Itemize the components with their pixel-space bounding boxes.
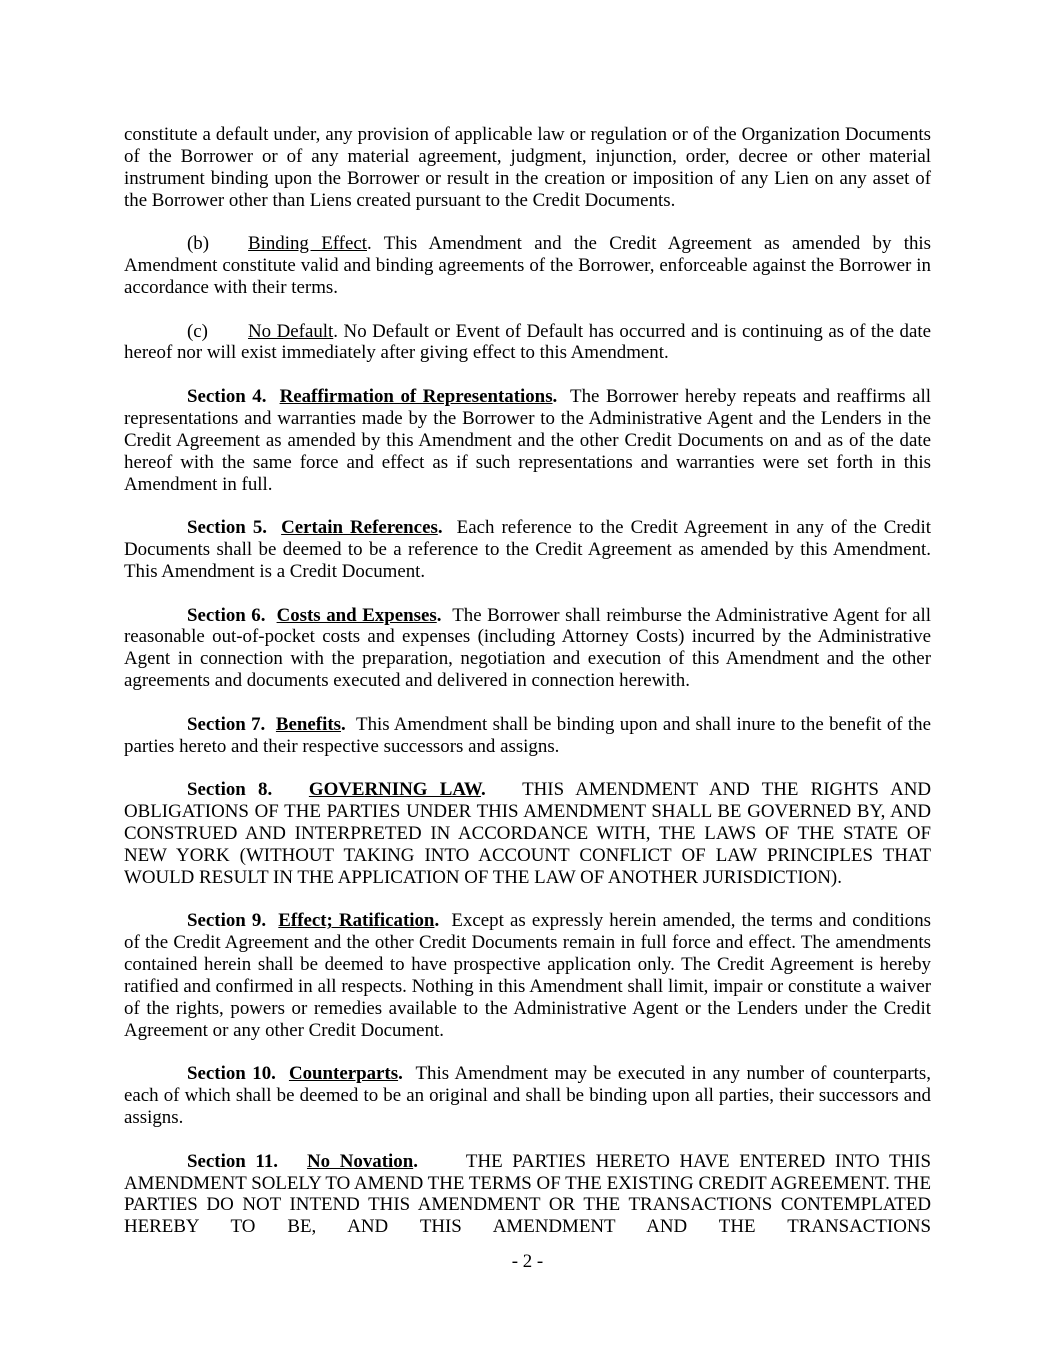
section-4: Section 4. Reaffirmation of Representations. The Borrower hereby repeats and reaffirms all representations and warranties made by the Borrower to the Administrative Agent and the Lenders in the Credit Agreement as amended by this Amendment and the other Credit Documents on and as of the date hereof with the same force and effect as if such representations and warranties were set forth in this Amendment in full. bbox=[124, 386, 931, 495]
section-text: Except as expressly herein amended, the terms and conditions of the Credit Agreement and the other Credit Documents remain in full force and effect. The amendments contained herein shall be deemed to have prospective application only. The Credit Agreement is hereby ratified and confirmed in all respects. Nothing in this Amendment shall limit, impair or constitute a waiver of the rights, powers or remedies available to the Administrative Agent or the Lenders under the Credit Agreement or any other Credit Document. bbox=[124, 910, 931, 1041]
document-page bbox=[124, 124, 931, 1260]
clause-text: . No Default or Event of Default has occurred and is continuing as of the date hereof nor will exist immediately after giving effect to this Amendment. bbox=[124, 320, 931, 364]
clause-label: (b) bbox=[187, 233, 210, 255]
section-heading: Effect; Ratification bbox=[278, 910, 435, 932]
section-text: THIS AMENDMENT AND THE RIGHTS AND OBLIGATIONS OF THE PARTIES UNDER THIS AMENDMENT SHALL BE GOVERNED BY, AND CONSTRUED AND INTERPRETED IN ACCORDANCE WITH, THE LAWS OF THE STATE OF NEW YORK (WITHOUT TAKING INTO ACCOUNT CONFLICT OF LAW PRINCIPLES THAT WOULD RESULT IN THE APPLICATION OF THE LAW OF ANOTHER JURISDICTION). bbox=[124, 779, 931, 888]
intro-paragraph: constitute a default under, any provision of applicable law or regulation or of the Organization Documents of the Borrower or of any material agreement, judgment, injunction, order, decree or other material instrument binding upon the Borrower or result in the creation or imposition of any Lien on any asset of the Borrower other than Liens created pursuant to the Credit Documents. bbox=[124, 124, 931, 211]
clause-b bbox=[124, 233, 931, 299]
section-text: This Amendment may be executed in any number of counterparts, each of which shall be deemed to be an original and shall be binding upon all parties, their successors and assigns. bbox=[124, 1063, 932, 1128]
section-label: Section 9. bbox=[187, 910, 267, 932]
section-6: Section 6. Costs and Expenses. The Borrower shall reimburse the Administrative Agent for all reasonable out-of-pocket costs and expenses (including Attorney Costs) incurred by the Administrative Agent in connection with the preparation, negotiation and execution of this Amendment and the other agreements and documents executed and delivered in connection herewith. bbox=[124, 604, 931, 692]
page-number: - 2 - bbox=[511, 1251, 544, 1272]
section-heading: Costs and Expenses bbox=[276, 604, 437, 626]
section-heading: GOVERNING LAW bbox=[308, 779, 482, 801]
clause-label: (c) bbox=[187, 320, 208, 342]
section-text: This Amendment shall be binding upon and shall inure to the benefit of the parties hereto and their respective successors and assigns. bbox=[124, 713, 931, 757]
clause-heading: Binding Effect bbox=[248, 233, 367, 255]
clause-c bbox=[124, 321, 931, 365]
section-label: Section 6. bbox=[187, 604, 266, 626]
section-10: Section 10. Counterparts. This Amendment may be executed in any number of counterparts, each of which shall be deemed to be an original and shall be binding upon all parties, their successors and assigns. bbox=[124, 1063, 932, 1128]
section-label: Section 5. bbox=[187, 517, 267, 539]
section-text: The Borrower shall reimburse the Administrative Agent for all reasonable out-of-pocket costs and expenses (including Attorney Costs) incurred by the Administrative Agent in connection with the preparation, negotiation and execution of this Amendment and the other agreements and documents executed and delivered in connection herewith. bbox=[124, 604, 931, 692]
clause-heading: No Default bbox=[248, 320, 334, 342]
section-label: Section 11. bbox=[187, 1150, 278, 1172]
section-9: Section 9. Effect; Ratification. Except as expressly herein amended, the terms and conditions of the Credit Agreement and the other Credit Documents remain in full force and effect. The amendments contained herein shall be deemed to have prospective application only. The Credit Agreement is hereby ratified and confirmed in all respects. Nothing in this Amendment shall limit, impair or constitute a waiver of the rights, powers or remedies available to the Administrative Agent or the Lenders under the Credit Agreement or any other Credit Document. bbox=[124, 910, 931, 1041]
section-heading: No Novation bbox=[306, 1150, 414, 1172]
section-label: Section 4. bbox=[187, 386, 267, 408]
section-label: Section 7. bbox=[187, 713, 266, 735]
section-7: Section 7. Benefits. This Amendment shall be binding upon and shall inure to the benefit of the parties hereto and their respective successors and assigns. bbox=[124, 713, 931, 757]
section-text: THE PARTIES HERETO HAVE ENTERED INTO THIS AMENDMENT SOLELY TO AMEND THE TERMS OF THE EXISTING CREDIT AGREEMENT. THE PARTIES DO NOT INTEND THIS AMENDMENT OR THE TRANSACTIONS CONTEMPLATED HEREBY TO BE, AND THIS AMENDMENT AND THE TRANSACTIONS bbox=[124, 1150, 931, 1238]
section-heading: Certain References bbox=[281, 517, 438, 539]
section-heading: Counterparts bbox=[288, 1063, 399, 1085]
clause-text: . This Amendment and the Credit Agreement as amended by this Amendment constitute valid and binding agreements of the Borrower, enforceable against the Borrower in accordance with their terms. bbox=[124, 233, 931, 298]
section-label: Section 8. bbox=[187, 779, 273, 801]
section-11: Section 11. No Novation. THE PARTIES HERETO HAVE ENTERED INTO THIS AMENDMENT SOLELY TO AMEND THE TERMS OF THE EXISTING CREDIT AGREEMENT. THE PARTIES DO NOT INTEND THIS AMENDMENT OR THE TRANSACTIONS CONTEMPLATED HEREBY TO BE, AND THIS AMENDMENT AND THE TRANSACTIONS bbox=[124, 1150, 931, 1238]
section-text: The Borrower hereby repeats and reaffirms all representations and warranties made by the Borrower to the Administrative Agent and the Lenders in the Credit Agreement as amended by this Amendment and the other Credit Documents on and as of the date hereof with the same force and effect as if such representations and warranties were set forth in this Amendment in full. bbox=[124, 386, 931, 495]
section-5: Section 5. Certain References. Each reference to the Credit Agreement in any of the Credit Documents shall be deemed to be a reference to the Credit Agreement as amended by this Amendment. This Amendment is a Credit Document. bbox=[124, 517, 931, 582]
section-8: Section 8. GOVERNING LAW. THIS AMENDMENT AND THE RIGHTS AND OBLIGATIONS OF THE PARTIES UNDER THIS AMENDMENT SHALL BE GOVERNED BY, AND CONSTRUED AND INTERPRETED IN ACCORDANCE WITH, THE LAWS OF THE STATE OF NEW YORK (WITHOUT TAKING INTO ACCOUNT CONFLICT OF LAW PRINCIPLES THAT WOULD RESULT IN THE APPLICATION OF THE LAW OF ANOTHER JURISDICTION). bbox=[124, 779, 931, 888]
section-label: Section 10. bbox=[187, 1063, 276, 1085]
section-heading: Reaffirmation of Representations bbox=[279, 386, 553, 408]
section-heading: Benefits bbox=[275, 713, 341, 735]
section-text: Each reference to the Credit Agreement in any of the Credit Documents shall be deemed to be a reference to the Credit Agreement as amended by this Amendment. This Amendment is a Credit Document. bbox=[124, 517, 931, 582]
